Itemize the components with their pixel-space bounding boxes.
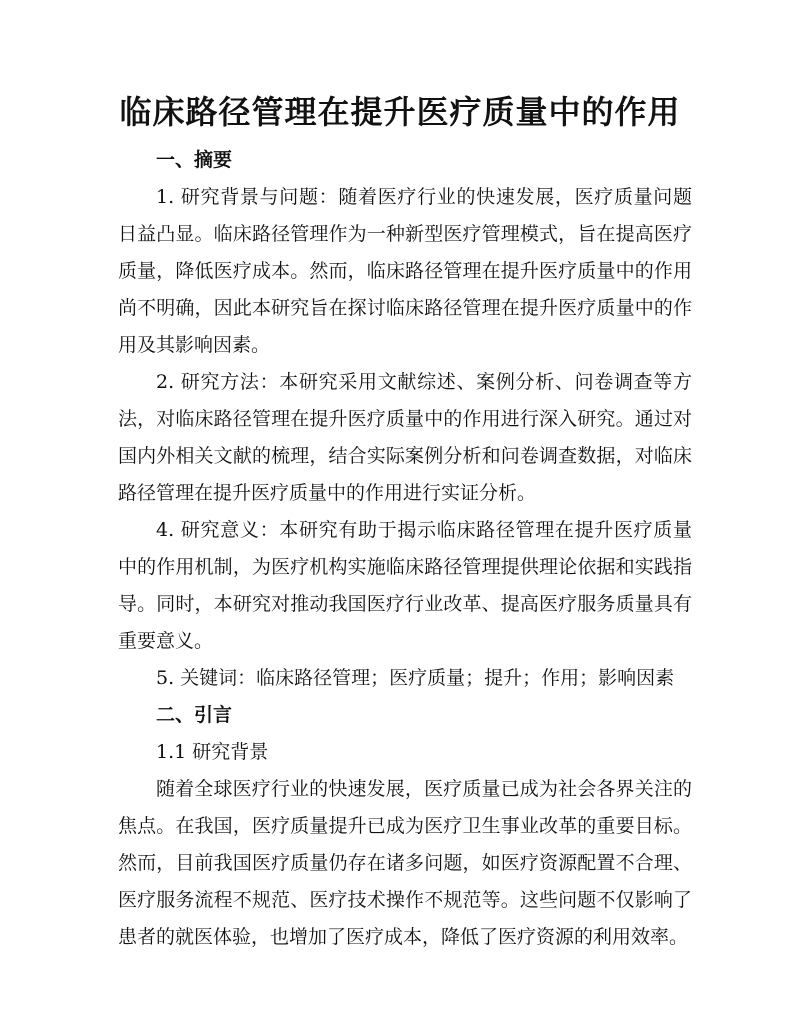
introduction-background-paragraph: 随着全球医疗行业的快速发展，医疗质量已成为社会各界关注的焦点。在我国，医疗质量提升已成为医疗卫生事业改革的重要目标。然而，目前我国医疗质量仍存在诸多问题，如医疗资源配置不合理、医疗服务流程不规范、医疗技术操作不规范等。这些问题不仅影响了患者的就医体验，也增加了医疗成本，降低了医疗资源的利用效率。 <box>118 778 692 948</box>
abstract-heading: 一、摘要 <box>156 149 233 171</box>
abstract-significance-paragraph: 4. 研究意义：本研究有助于揭示临床路径管理在提升医疗质量中的作用机制，为医疗机构实施临床路径管理提供理论依据和实践指导。同时，本研究对推动我国医疗行业改革、提高医疗服务质量具有重要意义。 <box>118 519 692 652</box>
document-body <box>118 142 692 956</box>
abstract-methods-paragraph: 2. 研究方法：本研究采用文献综述、案例分析、问卷调查等方法，对临床路径管理在提升医疗质量中的作用进行深入研究。通过对国内外相关文献的梳理，结合实际案例分析和问卷调查数据，对临床路径管理在提升医疗质量中的作用进行实证分析。 <box>118 371 692 504</box>
introduction-subheading-background: 1.1 研究背景 <box>156 741 269 763</box>
introduction-heading: 二、引言 <box>156 704 233 726</box>
document-title: 临床路径管理在提升医疗质量中的作用 <box>119 93 681 131</box>
abstract-background-paragraph: 1. 研究背景与问题：随着医疗行业的快速发展，医疗质量问题日益凸显。临床路径管理作为一种新型医疗管理模式，旨在提高医疗质量，降低医疗成本。然而，临床路径管理在提升医疗质量中的作用尚不明确，因此本研究旨在探讨临床路径管理在提升医疗质量中的作用及其影响因素。 <box>118 186 692 356</box>
abstract-keywords: 5. 关键词：临床路径管理；医疗质量；提升；作用；影响因素 <box>156 667 675 689</box>
